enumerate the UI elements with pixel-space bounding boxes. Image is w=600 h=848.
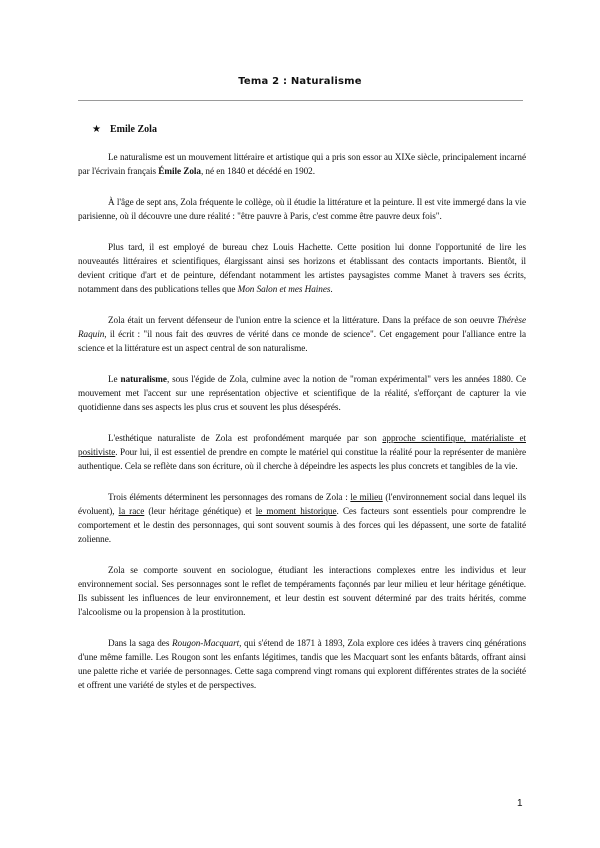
paragraph xyxy=(78,563,526,619)
bold-text: Émile Zola xyxy=(158,166,201,176)
text-run: Plus tard, il est employé de bureau chez Louis Hachette. Cette position lui donne l'opportunité de lire les nouveautés littéraires et scientifiques, élargissant ainsi ses horizons et établissant des contacts importants. Bientôt, il devient critique d'art et de peinture, défendant notamment les artistes paysagistes comme Manet à travers ses écrits, notamment dans des publications telles que xyxy=(78,242,526,294)
title-divider xyxy=(78,100,523,101)
paragraph xyxy=(78,431,526,473)
paragraph xyxy=(78,636,526,692)
section-heading xyxy=(92,124,157,135)
text-run: . Ces facteurs sont essentiels pour comprendre le comportement et le destin des personnages, qui sont souvent soumis à des forces qui les dépassent, une sorte de fatalité zolienne. xyxy=(78,506,526,544)
text-run: Le xyxy=(108,374,121,384)
text-run: Zola se comporte souvent en sociologue, étudiant les interactions complexes entre les individus et leur environnement social. Ses personnages sont le reflet de tempéraments façonnés par leur milieu et leur héritage génétique. Ils subissent les influences de leur environnement, et leur destin est souvent déterminé par des traits hérités, comme l'alcoolisme ou la propension à la prostitution. xyxy=(78,565,526,617)
paragraph xyxy=(78,240,526,296)
italic-text: Thérèse Raquin xyxy=(78,315,526,339)
bold-text: naturalisme xyxy=(120,374,167,384)
paragraph xyxy=(78,150,526,178)
text-run: Le naturalisme est un mouvement littéraire et artistique qui a pris son essor au XIXe siècle, principalement incarné par l'écrivain français xyxy=(78,152,526,176)
paragraph xyxy=(78,313,526,355)
underlined-text: approche scientifique, matérialiste et positiviste xyxy=(78,433,526,457)
text-run: Dans la saga des xyxy=(108,638,172,648)
text-run: , sous l'égide de Zola, culmine avec la notion de "roman expérimental" vers les années 1880. Ce mouvement met l'accent sur une représentation objective et scientifique de la réalité, s'efforçant de capturer la vie quotidienne dans ses aspects les plus crus et souvent les plus désespérés. xyxy=(78,374,526,412)
text-run: (leur héritage génétique) et xyxy=(144,506,256,516)
underlined-text: le milieu xyxy=(350,492,383,502)
text-run: , il écrit : "il nous fait des œuvres de vérité dans ce monde de science". Cet engagement pour l'alliance entre la science et la littérature est un aspect central de son naturalisme. xyxy=(78,329,526,353)
page-number: 1 xyxy=(517,798,523,809)
paragraph xyxy=(78,490,526,546)
page-title: Tema 2 : Naturalisme xyxy=(238,76,362,87)
paragraph xyxy=(78,195,526,223)
text-run: , né en 1840 et décédé en 1902. xyxy=(200,166,315,176)
underlined-text: la race xyxy=(118,506,145,516)
text-run: À l'âge de sept ans, Zola fréquente le collège, où il étudie la littérature et la peinture. Il est vite immergé dans la vie parisienne, où il découvre une dure réalité : "être pauvre à Paris, c'est comme être pauvre deux fois". xyxy=(78,197,526,221)
text-run: Trois éléments déterminent les personnages des romans de Zola : xyxy=(108,492,351,502)
underlined-text: le moment historique xyxy=(255,506,337,516)
text-run: . Pour lui, il est essentiel de prendre en compte le matériel qui constitue la réalité pour la représenter de manière authentique. Cela se reflète dans son écriture, où il cherche à dépeindre les aspects les plus concrets et tangibles de la vie. xyxy=(78,447,526,471)
text-run: , qui s'étend de 1871 à 1893, Zola explore ces idées à travers cinq générations d'une même famille. Les Rougon sont les enfants légitimes, tandis que les Macquart sont les enfants bâtards, offrant ainsi une palette riche et variée de personnages. Cette saga comprend vingt romans qui explorent différentes strates de la société et offrent une variété de styles et de perspectives. xyxy=(78,638,526,690)
italic-text: Rougon-Macquart xyxy=(172,638,240,648)
text-run: Zola était un fervent défenseur de l'union entre la science et la littérature. Dans la préface de son oeuvre xyxy=(108,315,498,325)
star-bullet-icon: ★ xyxy=(92,124,101,135)
text-run: (l'environnement social dans lequel ils évoluent), xyxy=(78,492,526,516)
paragraph xyxy=(78,372,526,414)
text-run: L'esthétique naturaliste de Zola est profondément marquée par son xyxy=(108,433,383,443)
document-body xyxy=(78,150,526,709)
text-run: . xyxy=(330,284,333,294)
italic-text: Mon Salon et mes Haines xyxy=(237,284,331,294)
section-heading-text: Emile Zola xyxy=(110,124,157,135)
